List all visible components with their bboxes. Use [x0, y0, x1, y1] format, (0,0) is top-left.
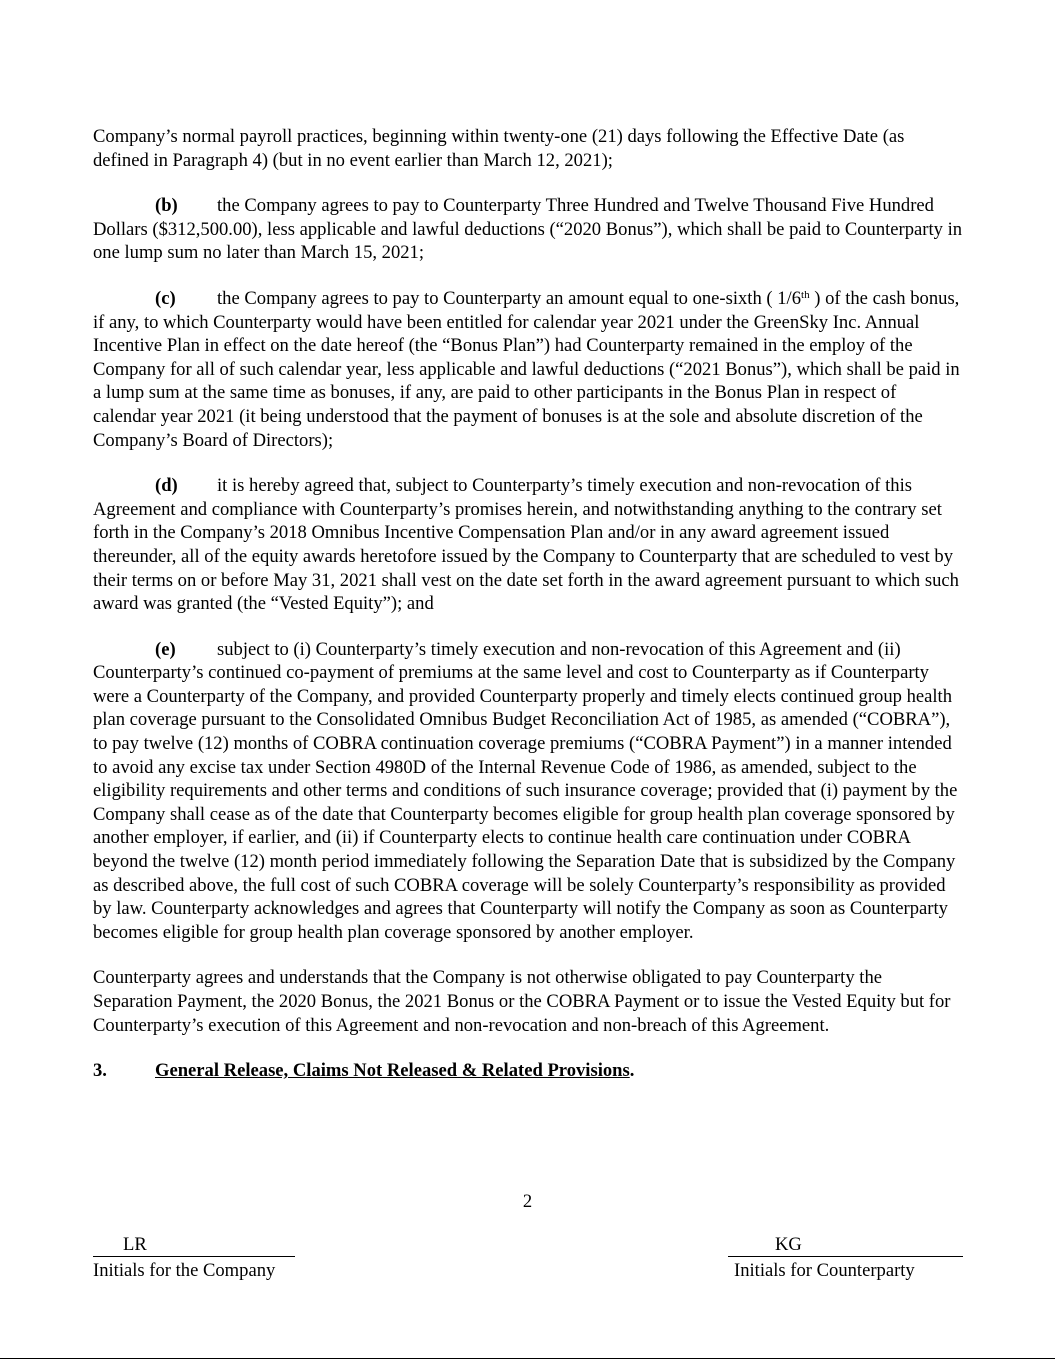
- section-3-heading: [93, 1059, 963, 1083]
- clause-e: [93, 638, 963, 945]
- section-3-trail: .: [629, 1060, 635, 1082]
- clause-b-label: (b): [155, 195, 178, 217]
- clause-d: [93, 474, 963, 616]
- clause-d-text: it is hereby agreed that, subject to Counterparty’s timely execution and non-revocation of this Agreement and compliance with Counterparty’s promises herein, and notwithstanding anything to the contrary set forth in the Company’s 2018 Omnibus Incentive Compensation Plan and/or in any award agreement issued thereunder, all of the equity awards heretofore issued by the Company to Counterparty that are scheduled to vest by their terms on or before May 31, 2021 shall vest on the date set forth in the award agreement pursuant to which such award was granted (the “Vested Equity”); and: [93, 475, 959, 615]
- clause-b: [93, 194, 963, 265]
- clause-c-text-post: ) of the cash bonus, if any, to which Counterparty would have been entitled for calendar year 2021 under the GreenSky Inc. Annual Incentive Plan in effect on the date hereof (the “Bonus Plan”) had Counterparty remained in the employ of the Company for all of such calendar year, less applicable and lawful deductions (“2021 Bonus”), which shall be paid in a lump sum at the same time as bonuses, if any, are paid to other participants in the Bonus Plan in respect of calendar year 2021 (it being understood that the payment of bonuses is at the sole and absolute discretion of the Company’s Board of Directors);: [93, 287, 960, 451]
- document-body: [93, 125, 963, 1083]
- clause-c-label: (c): [155, 287, 176, 309]
- company-initials-block: [93, 1233, 295, 1283]
- clause-c-superscript: th: [801, 288, 810, 301]
- clause-e-label: (e): [155, 638, 176, 660]
- clause-d-label: (d): [155, 475, 178, 497]
- closing-paragraph: Counterparty agrees and understands that the Company is not otherwise obligated to pay Counterparty the Separation Payment, the 2020 Bonus, the 2021 Bonus or the COBRA Payment or to issue the Vested Equity but for Counterparty’s execution of this Agreement and non-revocation and non-breach of this Agreement.: [93, 967, 951, 1036]
- clause-c-text-pre: the Company agrees to pay to Counterparty an amount equal to one-sixth ( 1/6: [217, 287, 802, 309]
- company-initials-value: LR: [123, 1234, 147, 1256]
- page-bottom-rule: [0, 1358, 1055, 1359]
- company-initials-caption: Initials for the Company: [93, 1260, 276, 1281]
- counterparty-initials-value: KG: [775, 1234, 802, 1256]
- counterparty-initials-line: [728, 1233, 963, 1257]
- clause-e-text: subject to (i) Counterparty’s timely execution and non-revocation of this Agreement and (ii) Counterparty’s continued co-payment of premiums at the same level and cost to Counterparty as if Counterparty were a Counterparty of the Company, and provided Counterparty properly and timely elects continued group health plan coverage pursuant to the Consolidated Omnibus Budget Reconciliation Act of 1985, as amended (“COBRA”), to pay twelve (12) months of COBRA continuation coverage premiums (“COBRA Payment”) in a manner intended to avoid any excise tax under Section 4980D of the Internal Revenue Code of 1986, as amended, subject to the eligibility requirements and other terms and conditions of such insurance coverage; provided that (i) payment by the Company shall cease as of the date that Counterparty becomes eligible for group health plan coverage sponsored by another employer, if earlier, and (ii) if Counterparty elects to continue health care continuation under COBRA beyond the twelve (12) month period immediately following the Separation Date that is subsidized by the Company as described above, the full cost of such COBRA coverage will be solely Counterparty’s responsibility as provided by law. Counterparty acknowledges and agrees that Counterparty will notify the Company as soon as Counterparty becomes eligible for group health plan coverage sponsored by another employer.: [93, 638, 958, 943]
- section-3-number: 3.: [93, 1060, 107, 1082]
- counterparty-initials-caption: Initials for Counterparty: [734, 1260, 915, 1281]
- company-initials-line: [93, 1233, 295, 1257]
- section-3-title: General Release, Claims Not Released & Related Provisions: [155, 1060, 630, 1082]
- counterparty-initials-block: [728, 1233, 963, 1283]
- clause-b-text: the Company agrees to pay to Counterparty Three Hundred and Twelve Thousand Five Hundred Dollars ($312,500.00), less applicable and lawful deductions (“2020 Bonus”), which shall be paid to Counterparty in one lump sum no later than March 15, 2021;: [93, 195, 963, 264]
- clause-c: [93, 287, 963, 452]
- continuation-paragraph: Company’s normal payroll practices, beginning within twenty-one (21) days following the Effective Date (as defined in Paragraph 4) (but in no event earlier than March 12, 2021);: [93, 126, 905, 171]
- page-number: 2: [522, 1191, 533, 1212]
